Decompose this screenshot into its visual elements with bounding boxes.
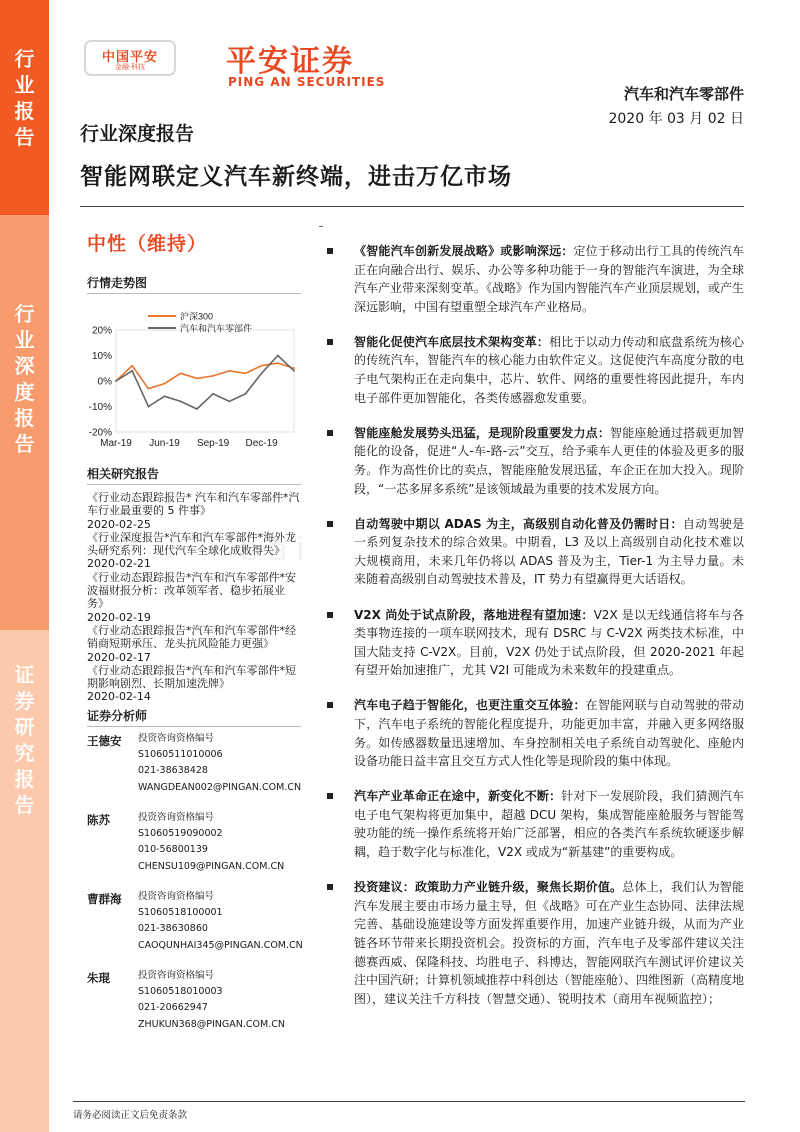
related-reports-list bbox=[87, 491, 301, 704]
analyst-name: 王德安 bbox=[87, 734, 122, 748]
rating: 中性（维持） bbox=[87, 233, 208, 255]
analysts-heading-line bbox=[87, 726, 301, 727]
bullet-square-icon bbox=[327, 339, 333, 345]
header-divider bbox=[80, 206, 744, 207]
related-report-item[interactable] bbox=[87, 531, 301, 571]
data-point bbox=[261, 372, 263, 374]
related-report-title: 《行业动态跟踪报告*汽车和汽车零部件*短期影响剧烈、长期加速洗牌》 bbox=[87, 663, 296, 691]
related-report-date: 2020-02-19 bbox=[87, 610, 151, 624]
data-point bbox=[164, 395, 166, 397]
data-point bbox=[245, 372, 247, 374]
key-point-body: 智能座舱通过搭载更加智能化的设备，促进“人-车-路-云”交互，给予乘车人更佳的体验及更多的服务。作为高性价比的卖点，智能座舱发展迅猛，车企正在加大投入。现阶段，“一芯多屏多系统”是该领域最为重要的技术发展方向。 bbox=[354, 425, 744, 496]
dash-mark bbox=[319, 226, 323, 227]
analyst-cert-label: 投资咨询资格编号 bbox=[138, 812, 215, 823]
analyst-phone: 021-38638428 bbox=[138, 765, 208, 777]
legend-label: 沪深300 bbox=[180, 311, 214, 322]
related-report-date: 2020-02-25 bbox=[87, 517, 151, 531]
data-point bbox=[228, 401, 230, 403]
key-point-heading: 智能座舱发展势头迅猛，是现阶段重要发力点： bbox=[354, 425, 611, 440]
strip-segment-industry-deep: 行 业 深 度 报 告 bbox=[0, 215, 49, 630]
brand-name-cn: 平安证券 bbox=[226, 44, 354, 79]
analysts-list bbox=[87, 731, 301, 1047]
brand-name-en: PING AN SECURITIES bbox=[228, 75, 386, 89]
analyst-cert-label: 投资咨询资格编号 bbox=[138, 891, 215, 902]
related-report-item[interactable] bbox=[87, 664, 301, 704]
analyst-name: 朱琨 bbox=[87, 971, 110, 985]
related-heading-line bbox=[87, 484, 301, 485]
watermark: bai bbox=[240, 530, 313, 568]
analyst-phone: 021-38630860 bbox=[138, 923, 208, 935]
related-report-date: 2020-02-17 bbox=[87, 650, 151, 664]
x-tick-label: Jun-19 bbox=[149, 438, 180, 449]
data-point bbox=[212, 393, 214, 395]
related-report-date: 2020-02-14 bbox=[87, 690, 151, 704]
related-report-title: 《行业动态跟踪报告* 汽车和汽车零部件*汽车行业最重要的 5 件事》 bbox=[87, 491, 300, 518]
page-title: 智能网联定义汽车新终端，进击万亿市场 bbox=[80, 164, 512, 190]
data-point bbox=[228, 370, 230, 372]
key-point-body: 针对下一发展阶段，我们猜测汽车电子电气架构将更加集中，超越 DCU 架构，集成智能座舱服务与智能驾驶功能的统一操作系统将开始广泛部署，相应的各类汽车系统软硬逐步解耦，趋于数字化与标准化，V2X 或成为“新基建”的重要构成。 bbox=[354, 789, 744, 860]
bullet-square-icon bbox=[327, 521, 333, 527]
data-point bbox=[196, 378, 198, 380]
key-point-heading: 自动驾驶中期以 ADAS 为主，高级别自动化普及仍需时日： bbox=[354, 516, 683, 531]
strip-segment-securities: 证 券 研 究 报 告 bbox=[0, 630, 49, 1132]
y-tick-label: 10% bbox=[91, 351, 112, 362]
analyst-email[interactable]: WANGDEAN002@PINGAN.COM.CN bbox=[138, 781, 302, 793]
data-point bbox=[277, 362, 279, 364]
y-tick-label: -20% bbox=[88, 427, 112, 439]
bullet-square-icon bbox=[327, 884, 333, 890]
key-point bbox=[324, 515, 744, 589]
key-point-heading: 汽车产业革命正在途中，新变化不断： bbox=[354, 789, 562, 804]
left-strip bbox=[0, 0, 49, 1132]
related-report-title: 《行业动态跟踪报告*汽车和汽车零部件*经销商短期承压、龙头抗风险能力更强》 bbox=[87, 623, 296, 651]
data-point bbox=[147, 406, 149, 408]
key-point-body: 自动驾驶是一系列复杂技术的综合效果。中期看，L3 及以上高级别自动化技术难以大规模商用，未来几年仍将以 ADAS 普及为主，Tier-1 为主导力量。未来随着高级别自动驾驶技术普及，IT 势力有望赢得更大话语权。 bbox=[354, 516, 744, 587]
bullet-square-icon bbox=[327, 793, 333, 799]
trend-heading: 行情走势图 bbox=[87, 276, 148, 290]
analyst-cert: S1060519090002 bbox=[138, 828, 223, 840]
analyst-phone: 021-20662947 bbox=[138, 1002, 208, 1014]
trend-heading-line bbox=[87, 293, 301, 294]
key-point bbox=[324, 242, 744, 316]
analyst-card bbox=[87, 968, 301, 1047]
y-tick-label: 20% bbox=[91, 325, 112, 337]
key-point-body: V2X 是以无线通信将车与各类事物连接的一项车联网技术，现有 DSRC 与 C-V2X 两类技术标准，中国大陆支持 C-V2X。目前，V2X 仍处于试点阶段，但 2020-2021 年起有望开始加速推广，尤其 V2I 可能成为未来数年的投建重点。 bbox=[354, 607, 744, 678]
key-point-body: 定位于移动出行工具的传统汽车正在向融合出行、娱乐、办公等多种功能于一身的智能汽车演进，为全球汽车产业带来深刻变革。《战略》作为国内智能汽车产业顶层规划，或产生深远影响，中国有望重塑全球汽车产业格局。 bbox=[354, 244, 745, 314]
data-point bbox=[293, 370, 295, 372]
related-report-date: 2020-02-21 bbox=[87, 557, 151, 571]
bullet-square-icon bbox=[327, 430, 333, 436]
bullet-square-icon bbox=[327, 702, 333, 708]
report-date: 2020 年 03 月 02 日 bbox=[608, 111, 744, 127]
bullet-square-icon bbox=[327, 612, 333, 618]
data-point bbox=[131, 365, 133, 367]
analyst-info bbox=[138, 810, 284, 875]
analyst-email[interactable]: ZHUKUN368@PINGAN.COM.CN bbox=[138, 1018, 285, 1030]
data-point bbox=[196, 408, 198, 410]
key-point bbox=[324, 333, 744, 407]
data-point bbox=[131, 370, 133, 372]
data-point bbox=[261, 365, 263, 367]
analyst-cert-label: 投资咨询资格编号 bbox=[138, 733, 215, 744]
key-point bbox=[324, 606, 744, 680]
related-heading: 相关研究报告 bbox=[87, 467, 160, 481]
bullet-square-icon bbox=[327, 248, 333, 254]
footer-divider bbox=[73, 1101, 745, 1102]
data-point bbox=[180, 401, 182, 403]
related-report-title: 《行业深度报告*汽车和汽车零部件*海外龙头研究系列：现代汽车全球化成败得失》 bbox=[87, 530, 296, 558]
analyst-info bbox=[138, 889, 303, 954]
strip-segment-report: 行 业 报 告 bbox=[0, 0, 49, 215]
analyst-card bbox=[87, 810, 301, 889]
key-point-body: 在智能网联与自动驾驶的带动下，汽车电子系统的智能化程度提升，功能更加丰富，并融入更多网络服务。如传感器数量迅速增加、车身控制相关电子系统自动驾驶化、座舱内设备功能日益丰富且交互方式人性化等是现阶段的集中体现。 bbox=[354, 698, 744, 769]
disclaimer: 请务必阅读正文后免责条款 bbox=[73, 1110, 188, 1121]
data-point bbox=[277, 355, 279, 357]
key-point-heading: 投资建议：政策助力产业链升级，聚焦长期价值。 bbox=[354, 880, 623, 895]
key-point-body: 相比于以动力传动和底盘系统为核心的传统汽车，智能汽车的核心能力由软件定义。这促使汽车高度分散的电子电气架构正在走向集中，芯片、软件、网络的重要性将因此提升，车内电子部件更加智能化，各类传感器愈发重要。 bbox=[354, 334, 744, 405]
analyst-info bbox=[138, 731, 301, 796]
analyst-card bbox=[87, 731, 301, 810]
y-tick-label: 0% bbox=[97, 376, 112, 388]
analyst-email[interactable]: CAOQUNHAI345@PINGAN.COM.CN bbox=[138, 939, 303, 951]
analyst-info bbox=[138, 968, 285, 1033]
doc-type: 行业深度报告 bbox=[80, 123, 195, 145]
key-point bbox=[324, 878, 744, 1008]
data-point bbox=[180, 372, 182, 374]
key-point bbox=[324, 424, 744, 498]
ping-an-logo bbox=[84, 40, 176, 76]
analyst-cert: S1060511010006 bbox=[138, 749, 223, 761]
key-point bbox=[324, 696, 744, 770]
analyst-card bbox=[87, 889, 301, 968]
related-report-item[interactable] bbox=[87, 624, 301, 664]
y-tick-label: -10% bbox=[88, 402, 112, 413]
x-tick-label: Dec-19 bbox=[245, 438, 278, 449]
logo-sub-text: 金融·科技 bbox=[114, 63, 146, 71]
key-point-body: 总体上，我们认为智能汽车发展主要由市场力量主导，但《战略》可在产业生态协同、法律法规完善、基础设施建设等方面发挥重要作用，加速产业链升级，从而为产业链各环节带来长期投资机会。投资标的方面，汽车电子及零部件建议关注德赛西威、保隆科技、均胜电子、科博达，智能网联汽车测试评价建议关注中国汽研；计算机领域推荐中科创达（智能座舱）、四维图新（高精度地图），建议关注千方科技（智慧交通）、锐明技术（商用车视频监控）； bbox=[354, 880, 745, 1006]
key-points bbox=[324, 242, 744, 1025]
analyst-cert: S1060518100001 bbox=[138, 907, 223, 919]
x-tick-label: Mar-19 bbox=[100, 438, 132, 449]
related-report-item[interactable] bbox=[87, 491, 301, 531]
data-point bbox=[293, 367, 295, 369]
analyst-cert-label: 投资咨询资格编号 bbox=[138, 970, 215, 981]
data-point bbox=[212, 375, 214, 377]
key-point-heading: 《智能汽车创新发展战略》或影响深远： bbox=[354, 244, 574, 258]
x-tick-label: Sep-19 bbox=[196, 438, 230, 449]
data-point bbox=[245, 393, 247, 395]
key-point bbox=[324, 787, 744, 861]
key-point-heading: V2X 尚处于试点阶段，落地进程有望加速： bbox=[354, 607, 594, 622]
analysts-heading: 证券分析师 bbox=[87, 709, 148, 723]
analyst-email[interactable]: CHENSU109@PINGAN.COM.CN bbox=[138, 860, 285, 872]
logo-main-text: 中国平安 bbox=[101, 50, 158, 65]
data-point bbox=[164, 383, 166, 385]
analyst-phone: 010-56800139 bbox=[138, 844, 208, 856]
related-report-item[interactable] bbox=[87, 571, 301, 624]
data-point bbox=[115, 380, 117, 382]
trend-chart bbox=[80, 300, 302, 452]
series-line-1 bbox=[116, 356, 294, 410]
key-point-heading: 智能化促使汽车底层技术架构变革： bbox=[354, 334, 550, 349]
analyst-name: 陈苏 bbox=[87, 813, 110, 827]
data-point bbox=[147, 388, 149, 390]
analyst-name: 曹群海 bbox=[87, 892, 122, 906]
legend-label: 汽车和汽车零部件 bbox=[180, 323, 253, 334]
analyst-cert: S1060518010003 bbox=[138, 986, 223, 998]
related-report-title: 《行业动态跟踪报告*汽车和汽车零部件*安波福财报分析：改革领军者、稳步拓展业务》 bbox=[87, 570, 296, 611]
key-point-heading: 汽车电子趋于智能化，也更注重交互体验： bbox=[354, 698, 586, 713]
sector-label: 汽车和汽车零部件 bbox=[623, 85, 744, 103]
